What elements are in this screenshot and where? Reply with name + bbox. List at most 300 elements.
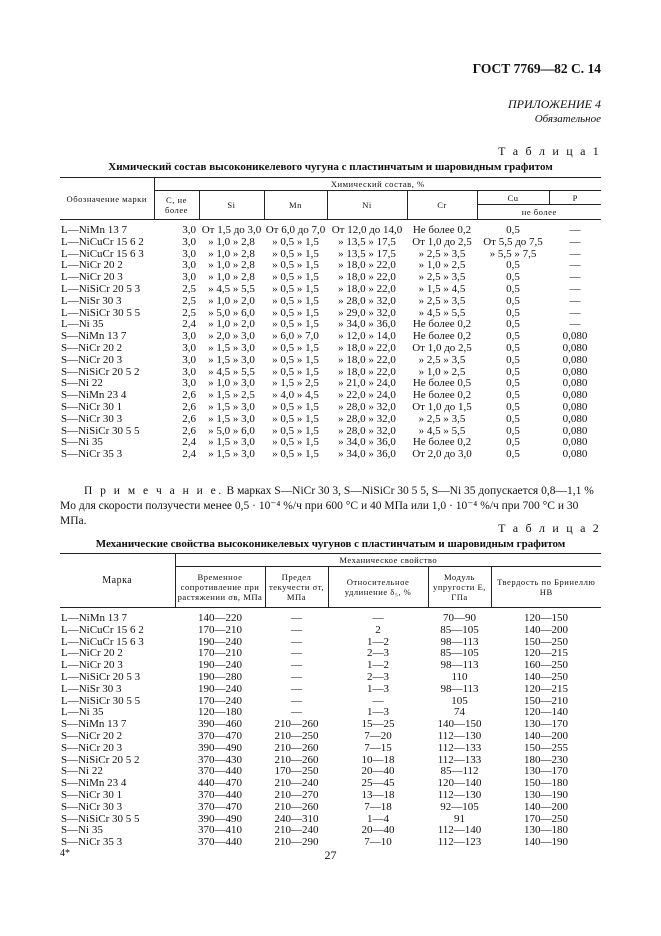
table-row (60, 648, 601, 660)
value-cell: 140—220 (198, 612, 242, 624)
value-cell: От 2,0 до 3,0 (412, 448, 472, 461)
value-cell: — (291, 659, 302, 672)
value-cell: 2,4 (182, 436, 196, 449)
value-cell: 0,080 (562, 330, 588, 343)
value-cell: 0,080 (562, 400, 588, 413)
value-cell: » 28,0 » 32,0 (338, 294, 396, 307)
value-cell: 0,5 (506, 448, 520, 461)
value-cell: — (291, 623, 302, 636)
value-cell: 190—240 (198, 635, 242, 648)
grade-cell: L—NiSr 30 3 (61, 682, 122, 695)
value-cell: » 21,0 » 24,0 (338, 377, 396, 390)
table-row (60, 284, 601, 296)
value-cell: От 1,0 до 2,5 (412, 235, 472, 248)
value-cell: » 0,5 » 1,5 (272, 235, 319, 248)
value-cell: 0,5 (506, 389, 520, 402)
grade-cell: S—NiCr 20 2 (61, 341, 123, 354)
value-cell: » 1,5 » 3,0 (208, 341, 255, 354)
value-cell: 7—15 (364, 741, 392, 754)
value-cell: 390—490 (198, 741, 242, 754)
appendix-title: ПРИЛОЖЕНИЕ 4 (508, 97, 601, 111)
value-cell: 170—250 (524, 812, 568, 825)
value-cell: 2,4 (182, 448, 196, 461)
value-cell: 0,5 (506, 282, 520, 295)
value-cell: » 0,5 » 1,5 (272, 424, 319, 437)
value-cell: » 0,5 » 1,5 (272, 400, 319, 413)
grade-cell: S—NiSiCr 20 5 2 (61, 365, 140, 378)
value-cell: 20—40 (361, 824, 395, 837)
value-cell: 70—90 (443, 612, 476, 624)
value-cell: 2,5 (182, 306, 196, 319)
value-cell: 0,080 (562, 424, 588, 437)
value-cell: 2,6 (182, 424, 196, 437)
value-cell: 0,5 (506, 271, 520, 284)
value-cell: » 0,5 » 1,5 (272, 294, 319, 307)
value-cell: 20—40 (361, 765, 395, 778)
value-cell: » 0,5 » 1,5 (272, 365, 319, 378)
value-cell: 2—3 (367, 647, 389, 660)
value-cell: 85—112 (440, 765, 479, 778)
value-cell: » 2,5 » 3,5 (418, 247, 466, 260)
value-cell: 0,5 (506, 259, 520, 272)
grade-cell: S—Ni 22 (61, 765, 103, 778)
table-row (60, 237, 601, 249)
value-cell: 210—250 (274, 729, 319, 742)
value-cell: » 18,0 » 22,0 (338, 353, 396, 366)
grade-cell: S—NiCr 35 3 (61, 836, 123, 849)
table-row (60, 449, 601, 461)
grade-cell: S—NiCr 20 2 (61, 729, 123, 742)
value-cell: 110 (451, 670, 468, 683)
value-cell: 2,4 (182, 318, 196, 331)
value-cell: 0,5 (506, 341, 520, 354)
value-cell: » 18,0 » 22,0 (338, 365, 396, 378)
value-cell: 170—250 (274, 765, 319, 778)
value-cell: 130—180 (524, 824, 568, 837)
value-cell: » 1,0 » 2,5 (418, 259, 466, 272)
th-brinell-hardness: Твердость по Бринеллю НВ (491, 567, 601, 608)
value-cell: 370—470 (198, 800, 242, 813)
value-cell: 370—430 (198, 753, 242, 766)
table-row (60, 220, 601, 237)
table-row (60, 696, 601, 708)
value-cell: 2—3 (367, 670, 389, 683)
value-cell: » 2,5 » 3,5 (418, 294, 466, 307)
value-cell: 7—20 (364, 729, 392, 742)
grade-cell: S—NiCr 35 3 (61, 448, 123, 461)
value-cell: — (291, 706, 302, 719)
value-cell: 240—310 (274, 812, 319, 825)
value-cell: 370—440 (198, 765, 242, 778)
value-cell: 0,080 (562, 377, 588, 390)
value-cell: 2,6 (182, 389, 196, 402)
value-cell: » 28,0 » 32,0 (338, 412, 396, 425)
grade-cell: S—NiSiCr 30 5 5 (61, 424, 140, 437)
value-cell: 370—410 (198, 824, 242, 837)
table-row (60, 731, 601, 743)
value-cell: 190—240 (198, 682, 242, 695)
value-cell: 0,5 (506, 412, 520, 425)
value-cell: 0,5 (506, 424, 520, 437)
value-cell: 1—4 (367, 812, 389, 825)
value-cell: 0,5 (506, 318, 520, 331)
value-cell: 120—140 (524, 706, 568, 719)
grade-cell: L—NiCuCr 15 6 2 (61, 235, 144, 248)
value-cell: 3,0 (182, 259, 196, 272)
value-cell: От 1,0 до 1,5 (412, 400, 472, 413)
grade-cell: L—NiMn 13 7 (61, 612, 127, 624)
value-cell: 120—215 (524, 682, 568, 695)
footnote-mark: 4* (60, 848, 70, 859)
appendix-heading (508, 97, 601, 127)
value-cell: 0,5 (506, 377, 520, 390)
table2-label: Т а б л и ц а 2 (498, 521, 601, 535)
value-cell: От 1,5 до 3,0 (201, 224, 262, 236)
chemical-composition-table (60, 177, 601, 461)
value-cell: 13—18 (361, 788, 395, 801)
value-cell: — (569, 247, 581, 260)
value-cell: 98—113 (440, 659, 479, 672)
table-row (60, 825, 601, 837)
value-cell: » 0,5 » 1,5 (272, 353, 319, 366)
grade-cell: L—Ni 35 (61, 318, 104, 331)
value-cell: 7—10 (364, 836, 392, 849)
value-cell: » 5,0 » 6,0 (208, 306, 255, 319)
grade-cell: L—NiSr 30 3 (61, 294, 122, 307)
th-mechanical-property: Механическое свойство (175, 554, 601, 567)
grade-cell: S—NiCr 30 3 (61, 412, 123, 425)
value-cell: 150—210 (524, 694, 568, 707)
value-cell: » 4,5 » 5,5 (208, 282, 255, 295)
table2-body (60, 608, 601, 849)
table-row (60, 637, 601, 649)
value-cell: 210—260 (274, 741, 319, 754)
mechanical-properties-table (60, 553, 601, 849)
value-cell: » 18,0 » 22,0 (338, 341, 396, 354)
value-cell: 3,0 (182, 365, 196, 378)
value-cell: » 1,5 » 3,0 (208, 412, 255, 425)
value-cell: » 0,5 » 1,5 (272, 306, 319, 319)
value-cell: 85—105 (440, 623, 479, 636)
grade-cell: S—Ni 35 (61, 824, 103, 837)
value-cell: 210—240 (274, 824, 319, 837)
value-cell: » 1,5 » 3,0 (208, 436, 255, 449)
grade-cell: S—NiCr 30 1 (61, 400, 123, 413)
value-cell: » 13,5 » 17,5 (338, 235, 396, 248)
value-cell: 440—470 (198, 777, 242, 790)
value-cell: — (569, 259, 581, 272)
value-cell: 112—140 (437, 824, 482, 837)
note-label: П р и м е ч а н и е. (84, 485, 224, 497)
value-cell: 3,0 (182, 271, 196, 284)
th-max: не более (477, 205, 601, 220)
value-cell: » 0,5 » 1,5 (272, 448, 319, 461)
th-grade: Марка (60, 554, 175, 608)
value-cell: » 18,0 » 22,0 (338, 282, 396, 295)
value-cell: 105 (451, 694, 468, 707)
value-cell: 1—2 (367, 635, 389, 648)
value-cell: 2,5 (182, 294, 196, 307)
grade-cell: S—NiCr 30 1 (61, 788, 123, 801)
th-grade: Обозначение марки (60, 178, 154, 220)
value-cell: 3,0 (182, 235, 196, 248)
grade-cell: L—Ni 35 (61, 706, 104, 719)
table2-title: Механические свойства высоконикелевых чугунов с пластинчатым и шаровидным графитом (95, 538, 566, 550)
table1-label: Т а б л и ц а 1 (498, 144, 601, 158)
value-cell: 0,080 (562, 365, 588, 378)
value-cell: » 1,0 » 2,5 (418, 365, 466, 378)
grade-cell: S—NiMn 23 4 (61, 777, 127, 790)
table-row (60, 814, 601, 826)
grade-cell: S—NiSiCr 30 5 5 (61, 812, 140, 825)
value-cell: 7—18 (364, 800, 392, 813)
value-cell: — (569, 294, 581, 307)
value-cell: » 34,0 » 36,0 (338, 318, 396, 331)
grade-cell: S—Ni 35 (61, 436, 103, 449)
value-cell: 170—240 (198, 694, 242, 707)
value-cell: 0,5 (506, 294, 520, 307)
value-cell: 112—133 (437, 741, 482, 754)
value-cell: 1—3 (367, 682, 389, 695)
value-cell: 98—113 (440, 635, 479, 648)
value-cell: 120—150 (524, 612, 568, 624)
value-cell: 150—180 (524, 777, 568, 790)
value-cell: — (291, 635, 302, 648)
table-row (60, 296, 601, 308)
th-copper: Cu (477, 191, 549, 205)
value-cell: 10—18 (361, 753, 395, 766)
th-tensile-strength: Временное сопротивление при растяжении σв, МПа (175, 567, 265, 608)
value-cell: » 0,5 » 1,5 (272, 436, 319, 449)
value-cell: » 1,5 » 3,0 (208, 353, 255, 366)
value-cell: — (291, 682, 302, 695)
table-row (60, 790, 601, 802)
value-cell: » 0,5 » 1,5 (272, 318, 319, 331)
grade-cell: L—NiSiCr 20 5 3 (61, 670, 141, 683)
value-cell: » 1,5 » 3,0 (208, 448, 255, 461)
value-cell: » 5,0 » 6,0 (208, 424, 255, 437)
grade-cell: L—NiMn 13 7 (61, 224, 127, 236)
value-cell: 92—105 (440, 800, 479, 813)
value-cell: » 1,0 » 2,0 (208, 318, 255, 331)
value-cell: 1—3 (367, 706, 389, 719)
table-row (60, 719, 601, 731)
value-cell: 0,080 (562, 412, 588, 425)
value-cell: » 18,0 » 22,0 (338, 271, 396, 284)
value-cell: От 12,0 до 14,0 (331, 224, 403, 236)
value-cell: От 6,0 до 7,0 (265, 224, 326, 236)
table-row (60, 707, 601, 719)
table-row (60, 660, 601, 672)
value-cell: — (291, 612, 302, 624)
value-cell: » 12,0 » 14,0 (338, 330, 396, 343)
th-chemical-composition: Химический состав, % (154, 178, 601, 191)
table-row (60, 755, 601, 767)
value-cell: » 1,0 » 2,8 (208, 259, 255, 272)
value-cell: 160—250 (524, 659, 568, 672)
value-cell: » 1,0 » 3,0 (208, 377, 255, 390)
value-cell: 0,080 (562, 341, 588, 354)
value-cell: 112—133 (437, 753, 482, 766)
table-row (60, 355, 601, 367)
grade-cell: L—NiSiCr 20 5 3 (61, 282, 141, 295)
value-cell: 130—170 (524, 765, 568, 778)
grade-cell: S—NiMn 23 4 (61, 389, 127, 402)
value-cell: 3,0 (182, 247, 196, 260)
value-cell: 210—260 (274, 718, 319, 731)
value-cell: 15—25 (361, 718, 395, 731)
grade-cell: L—NiCuCr 15 6 3 (61, 247, 144, 260)
value-cell: — (569, 306, 581, 319)
th-silicon: Si (199, 191, 264, 220)
value-cell: » 2,5 » 3,5 (418, 412, 466, 425)
value-cell: » 1,0 » 2,0 (208, 294, 255, 307)
value-cell: 91 (454, 812, 465, 825)
value-cell: 150—255 (524, 741, 568, 754)
value-cell: — (569, 235, 581, 248)
value-cell: 190—280 (198, 670, 242, 683)
value-cell: 210—260 (274, 753, 319, 766)
value-cell: 3,0 (182, 353, 196, 366)
value-cell: 3,0 (182, 341, 196, 354)
value-cell: » 13,5 » 17,5 (338, 247, 396, 260)
value-cell: » 29,0 » 32,0 (338, 306, 396, 319)
value-cell: » 2,5 » 3,5 (418, 271, 466, 284)
value-cell: Не более 0,2 (412, 389, 472, 402)
value-cell: 112—130 (437, 788, 482, 801)
grade-cell: L—NiSiCr 30 5 5 (61, 694, 141, 707)
page-number: 27 (324, 848, 337, 862)
value-cell: 3,0 (182, 330, 196, 343)
grade-cell: L—NiCr 20 2 (61, 259, 123, 272)
table1-title: Химический состав высоконикелевого чугуна с пластинчатым и шаровидным графитом (108, 161, 553, 173)
value-cell: 120—180 (198, 706, 242, 719)
th-chromium: Cr (407, 191, 477, 220)
th-yield-strength: Предел текучести σт, МПа (265, 567, 328, 608)
value-cell: 0,080 (562, 353, 588, 366)
grade-cell: S—NiCr 30 3 (61, 800, 123, 813)
value-cell: » 34,0 » 36,0 (338, 448, 396, 461)
th-carbon: С, не более (154, 191, 199, 220)
value-cell: 1—2 (367, 659, 389, 672)
value-cell: 0,5 (506, 436, 520, 449)
value-cell: » 0,5 » 1,5 (272, 259, 319, 272)
value-cell: — (569, 282, 581, 295)
value-cell: 0,5 (506, 353, 520, 366)
value-cell: 370—440 (198, 836, 242, 849)
table-row (60, 625, 601, 637)
value-cell: 0,5 (506, 330, 520, 343)
value-cell: 190—240 (198, 659, 242, 672)
value-cell: 2 (375, 623, 381, 636)
value-cell: 120—215 (524, 647, 568, 660)
value-cell: — (372, 612, 384, 624)
table-row (60, 743, 601, 755)
value-cell: 3,0 (182, 224, 196, 236)
th-phosphorus: P (549, 191, 601, 205)
value-cell: 140—200 (524, 729, 568, 742)
value-cell: » 1,0 » 2,8 (208, 247, 255, 260)
value-cell: — (569, 271, 581, 284)
value-cell: » 0,5 » 1,5 (272, 412, 319, 425)
value-cell: » 34,0 » 36,0 (338, 436, 396, 449)
value-cell: » 2,0 » 3,0 (208, 330, 255, 343)
value-cell: » 1,5 » 2,5 (208, 389, 255, 402)
value-cell: » 6,0 » 7,0 (272, 330, 319, 343)
value-cell: От 1,0 до 2,5 (412, 341, 472, 354)
th-nickel: Ni (327, 191, 407, 220)
value-cell: Не более 0,2 (412, 330, 472, 343)
value-cell: — (372, 694, 384, 707)
grade-cell: L—NiCuCr 15 6 2 (61, 623, 144, 636)
value-cell: 0,5 (506, 224, 520, 236)
value-cell: Не более 0,2 (412, 436, 472, 449)
table-row (60, 343, 601, 355)
value-cell: 112—123 (437, 836, 482, 849)
value-cell: » 28,0 » 32,0 (338, 424, 396, 437)
table-row (60, 684, 601, 696)
value-cell: 140—150 (437, 718, 482, 731)
grade-cell: L—NiSiCr 30 5 5 (61, 306, 141, 319)
value-cell: 390—460 (198, 718, 242, 731)
value-cell: 140—200 (524, 800, 568, 813)
value-cell: 170—210 (198, 623, 242, 636)
value-cell: 2,5 (182, 282, 196, 295)
value-cell: » 1,0 » 2,8 (208, 271, 255, 284)
table-row (60, 402, 601, 414)
value-cell: » 0,5 » 1,5 (272, 247, 319, 260)
value-cell: — (569, 224, 581, 236)
value-cell: 112—130 (437, 729, 482, 742)
value-cell: 210—290 (274, 836, 319, 849)
table-row (60, 414, 601, 426)
grade-cell: L—NiCr 20 3 (61, 659, 123, 672)
value-cell: » 0,5 » 1,5 (272, 341, 319, 354)
value-cell: » 4,0 » 4,5 (272, 389, 319, 402)
grade-cell: S—Ni 22 (61, 377, 103, 390)
grade-cell: S—NiMn 13 7 (61, 330, 127, 343)
grade-cell: L—NiCr 20 3 (61, 271, 123, 284)
value-cell: » 22,0 » 24,0 (338, 389, 396, 402)
th-manganese: Mn (264, 191, 327, 220)
value-cell: » 1,5 » 3,0 (208, 400, 255, 413)
value-cell: » 18,0 » 22,0 (338, 259, 396, 272)
value-cell: » 1,5 » 4,5 (418, 282, 466, 295)
value-cell: 170—210 (198, 647, 242, 660)
value-cell: » 0,5 » 1,5 (272, 282, 319, 295)
value-cell: » 1,5 » 2,5 (272, 377, 319, 390)
value-cell: » 4,5 » 5,5 (418, 306, 466, 319)
value-cell: Не более 0,5 (412, 377, 472, 390)
th-elastic-modulus: Модуль упругости Е, ГПа (428, 567, 491, 608)
value-cell: 85—105 (440, 647, 479, 660)
value-cell: 98—113 (440, 682, 479, 695)
table-row (60, 608, 601, 625)
value-cell: 140—200 (524, 623, 568, 636)
value-cell: 150—250 (524, 635, 568, 648)
value-cell: 0,5 (506, 400, 520, 413)
th-elongation: Относительное удлинение δ₅, % (328, 567, 428, 608)
value-cell: 2,6 (182, 412, 196, 425)
value-cell: 120—140 (437, 777, 482, 790)
value-cell: Не более 0,2 (412, 224, 472, 236)
value-cell: » 4,5 » 5,5 (418, 424, 466, 437)
value-cell: 140—250 (524, 670, 568, 683)
table-row (60, 802, 601, 814)
value-cell: 0,5 (506, 306, 520, 319)
value-cell: 390—490 (198, 812, 242, 825)
value-cell: 210—240 (274, 777, 319, 790)
